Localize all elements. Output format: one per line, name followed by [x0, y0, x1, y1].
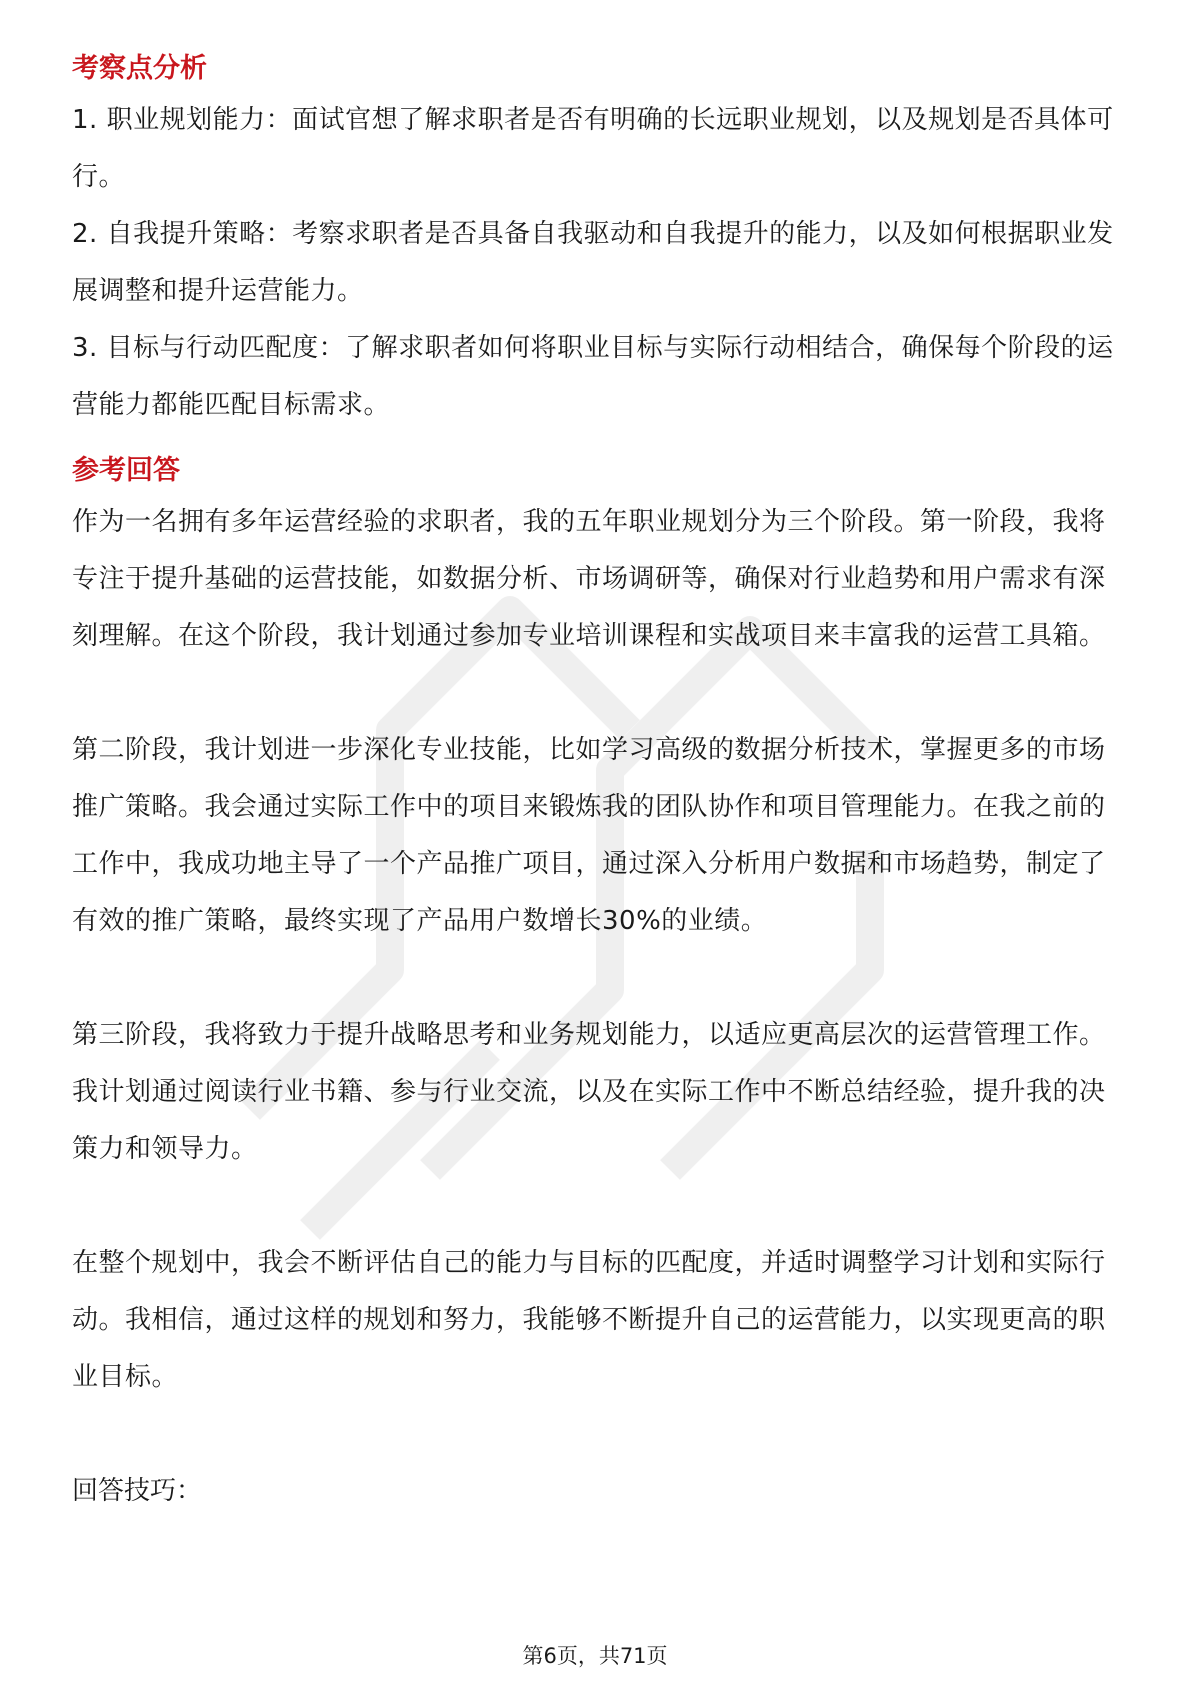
document-page — [72, 46, 1120, 1520]
analysis-heading: 考察点分析 — [72, 53, 207, 84]
answer-block — [72, 494, 1120, 1406]
answer-paragraph: 在整个规划中，我会不断评估自己的能力与目标的匹配度，并适时调整学习计划和实际行动。我相信，通过这样的规划和努力，我能够不断提升自己的运营能力，以实现更高的职业目标。 — [72, 1248, 1106, 1392]
tips-label: 回答技巧： — [72, 1476, 203, 1506]
analysis-list — [72, 92, 1120, 434]
page-indicator: 第6页，共71页 — [522, 1644, 668, 1668]
analysis-item: 3. 目标与行动匹配度：了解求职者如何将职业目标与实际行动相结合，确保每个阶段的运营能力都能匹配目标需求。 — [72, 333, 1114, 420]
answer-paragraph: 作为一名拥有多年运营经验的求职者，我的五年职业规划分为三个阶段。第一阶段，我将专注于提升基础的运营技能，如数据分析、市场调研等，确保对行业趋势和用户需求有深刻理解。在这个阶段，我计划通过参加专业培训课程和实战项目来丰富我的运营工具箱。 — [72, 507, 1106, 651]
analysis-item: 2. 自我提升策略：考察求职者是否具备自我驱动和自我提升的能力，以及如何根据职业发展调整和提升运营能力。 — [72, 219, 1114, 306]
analysis-item: 1. 职业规划能力：面试官想了解求职者是否有明确的长远职业规划，以及规划是否具体可行。 — [72, 105, 1114, 192]
answer-paragraph: 第三阶段，我将致力于提升战略思考和业务规划能力，以适应更高层次的运营管理工作。我计划通过阅读行业书籍、参与行业交流，以及在实际工作中不断总结经验，提升我的决策力和领导力。 — [72, 1020, 1106, 1164]
answer-heading: 参考回答 — [72, 455, 180, 486]
answer-paragraph: 第二阶段，我计划进一步深化专业技能，比如学习高级的数据分析技术，掌握更多的市场推广策略。我会通过实际工作中的项目来锻炼我的团队协作和项目管理能力。在我之前的工作中，我成功地主导了一个产品推广项目，通过深入分析用户数据和市场趋势，制定了有效的推广策略，最终实现了产品用户数增长30%的业绩。 — [72, 735, 1106, 936]
